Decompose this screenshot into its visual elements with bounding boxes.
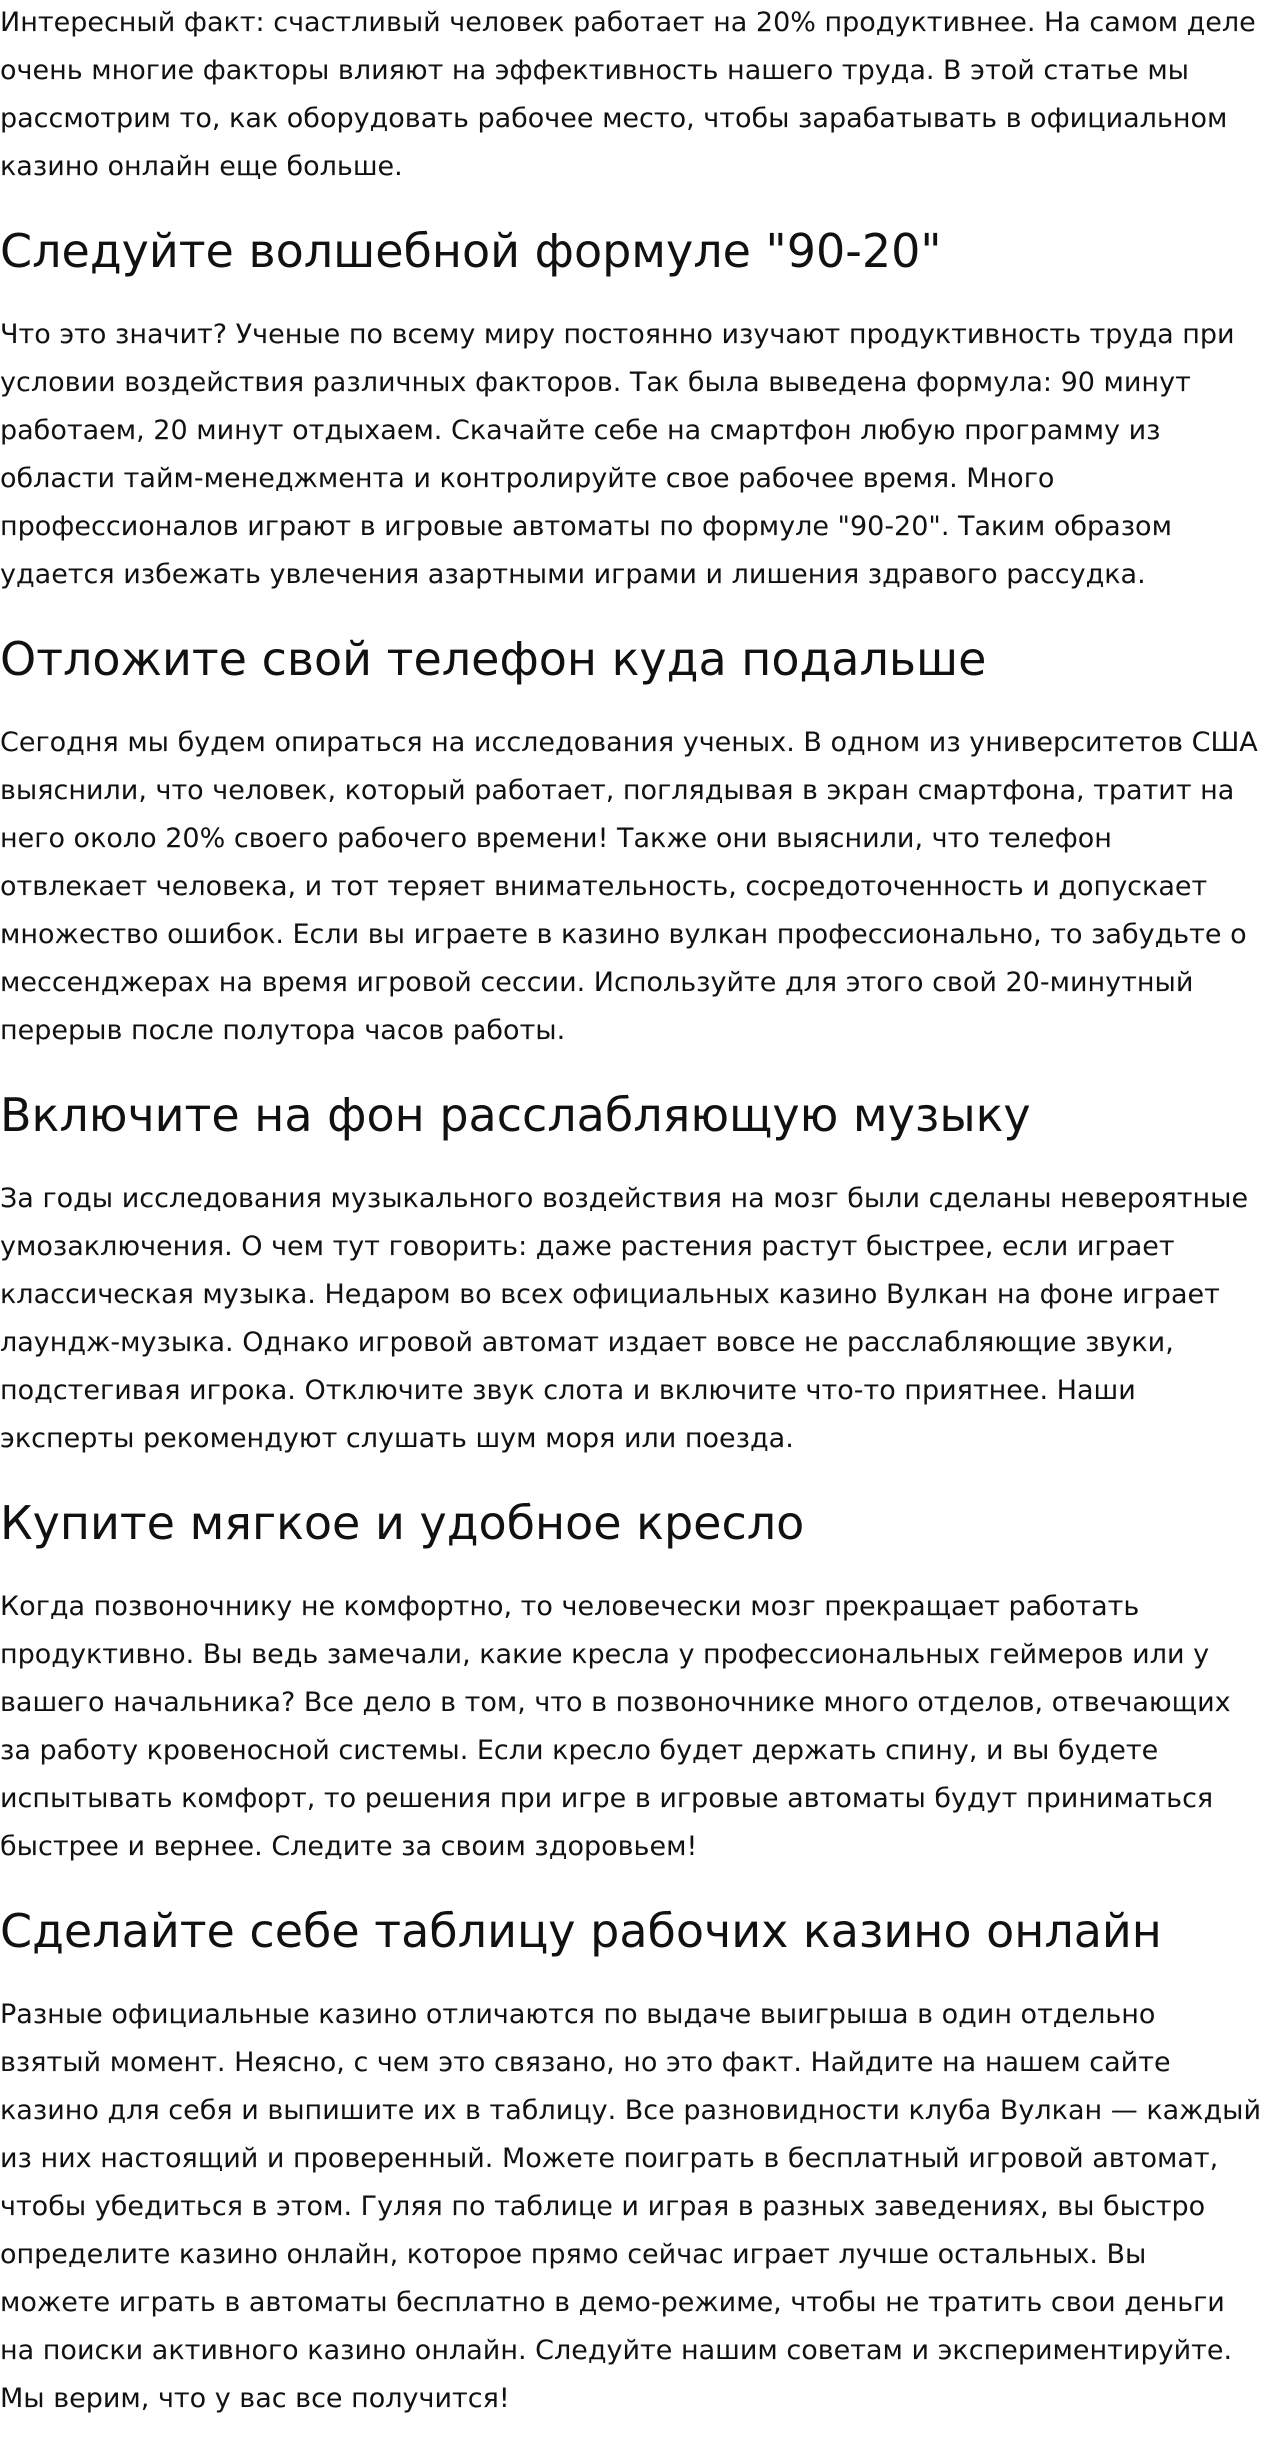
section-heading: Сделайте себе таблицу рабочих казино онлайн	[0, 1904, 1162, 1958]
section-paragraph: Что это значит? Ученые по всему миру постоянно изучают продуктивность труда при условии воздействия различных факторов. Так была выведена формула: 90 минут работаем, 20 минут отдыхаем. Скачайте себе на смартфон любую программу из области тайм-менеджмента и контролируйте свое рабочее время. Много профессионалов играют в игровые автоматы по формуле "90-20". Таким образом удается избежать увлечения азартными играми и лишения здравого рассудка.	[0, 319, 1235, 590]
section-paragraph: Когда позвоночнику не комфортно, то человечески мозг прекращает работать продуктивно. Вы ведь замечали, какие кресла у профессиональных геймеров или у вашего начальника? Все дело в том, что в позвоночнике много отделов, отвечающих за работу кровеносной системы. Если кресло будет держать спину, и вы будете испытывать комфорт, то решения при игре в игровые автоматы будут приниматься быстрее и вернее. Следите за своим здоровьем!	[0, 1591, 1231, 1862]
intro-paragraph: Интересный факт: счастливый человек работает на 20% продуктивнее. На самом деле очень многие факторы влияют на эффективность нашего труда. В этой статье мы рассмотрим то, как оборудовать рабочее место, чтобы зарабатывать в официальном казино онлайн еще больше.	[0, 7, 1256, 182]
section-paragraph: Сегодня мы будем опираться на исследования ученых. В одном из университетов США выяснили, что человек, который работает, поглядывая в экран смартфона, тратит на него около 20% своего рабочего времени! Также они выяснили, что телефон отвлекает человека, и тот теряет внимательность, сосредоточенность и допускает множество ошибок. Если вы играете в казино вулкан профессионально, то забудьте о мессенджерах на время игровой сессии. Используйте для этого свой 20-минутный перерыв после полутора часов работы.	[0, 727, 1258, 1046]
section-heading: Купите мягкое и удобное кресло	[0, 1496, 805, 1550]
section-formula-90-20	[0, 221, 1262, 599]
section-heading: Следуйте волшебной формуле "90-20"	[0, 224, 942, 278]
section-relaxing-music	[0, 1085, 1262, 1463]
section-heading: Отложите свой телефон куда подальше	[0, 632, 987, 686]
section-casino-table	[0, 1901, 1262, 2423]
section-phone-away	[0, 629, 1262, 1055]
section-paragraph: За годы исследования музыкального воздействия на мозг были сделаны невероятные умозаключения. О чем тут говорить: даже растения растут быстрее, если играет классическая музыка. Недаром во всех официальных казино Вулкан на фоне играет лаундж-музыка. Однако игровой автомат издает вовсе не расслабляющие звуки, подстегивая игрока. Отключите звук слота и включите что-то приятнее. Наши эксперты рекомендуют слушать шум моря или поезда.	[0, 1183, 1249, 1454]
section-heading: Включите на фон расслабляющую музыку	[0, 1088, 1031, 1142]
section-paragraph: Разные официальные казино отличаются по выдаче выигрыша в один отдельно взятый момент. Неясно, с чем это связано, но это факт. Найдите на нашем сайте казино для себя и выпишите их в таблицу. Все разновидности клуба Вулкан — каждый из них настоящий и проверенный. Можете поиграть в бесплатный игровой автомат, чтобы убедиться в этом. Гуляя по таблице и играя в разных заведениях, вы быстро определите казино онлайн, которое прямо сейчас играет лучше остальных. Вы можете играть в автоматы бесплатно в демо-режиме, чтобы не тратить свои деньги на поиски активного казино онлайн. Следуйте нашим советам и экспериментируйте. Мы верим, что у вас все получится!	[0, 1999, 1262, 2414]
section-comfortable-chair	[0, 1493, 1262, 1871]
